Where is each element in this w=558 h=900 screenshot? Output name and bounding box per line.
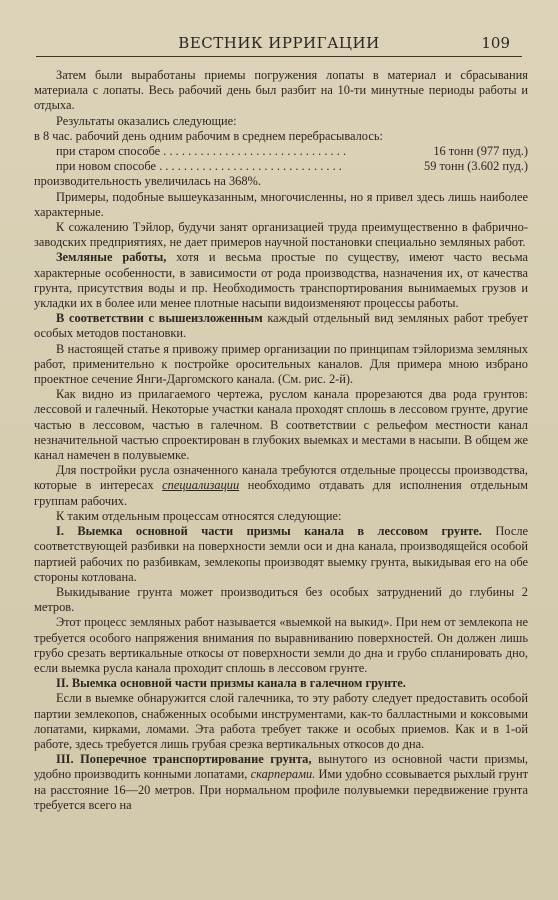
paragraph-text: каждый отдельный вид земляных работ требует особых методов постановки. [34,311,528,341]
article-body [34,68,528,813]
paragraph: Примеры, подобные вышеуказанным, многочисленны, но я привел здесь лишь наиболее характерные. [34,189,528,219]
section-heading: II. Выемка основной части призмы канала в галечном грунте. [56,676,406,691]
result-value: 16 тонн (977 пуд.) [433,144,528,159]
paragraph-text: После соответствующей разбивки на поверхности земли оси и дна канала, производящейся особой партией рабочих по разбивкам, землекопы производят выемку грунта, выкидывая его на обе стороны котлована. [34,524,528,584]
italic-term: специализации [162,478,240,493]
section-heading: I. Выемка основной части призмы канала в лессовом грунте. [56,524,482,539]
journal-title: ВЕСТНИК ИРРИГАЦИИ [178,34,380,52]
section-heading-line [34,676,528,691]
paragraph [34,463,528,509]
paragraph-text: хотя и весьма простые по существу, имеют часто весьма характерные особенности, в зависимости от рода производства, назначения их, от качества грунта, присутствия воды и пр. Необходимость транспортирования вынимаемых грузов и укладки их в более или менее плотные насыпи видоизменяют процессы работы. [34,250,529,311]
result-value: 59 тонн (3.602 пуд.) [424,159,528,174]
paragraph-text: Для постройки русла означенного канала требуются отдельные процессы производства, которые в интересах [34,463,528,493]
paragraph: К таким отдельным процессам относятся следующие: [56,508,342,523]
paragraph-text: необходимо отдавать для исполнения отдельным группам рабочих. [34,478,529,508]
section-paragraph [34,752,528,813]
bold-lead: Земляные работы, [56,250,167,265]
running-header [36,34,522,57]
paragraph: Как видно из прилагаемого чертежа, руслом канала прорезаются два рода грунтов: лессовой и галечный. Некоторые участки канала проходят сплошь в лессовом грунте, другие частью в лессовом, частью в галечном. В соответствии с рельефом местности канал незначительной частью спроектирован в глубоких выемках и местами в насыпи. В общем же канал намечен в полувыемке. [34,387,528,463]
section-heading: III. Поперечное транспортирование грунта, [56,752,312,767]
result-row-old [56,144,528,159]
paragraph: Затем были выработаны приемы погружения лопаты в материал и сбрасывания материала с лопаты. Весь рабочий день был разбит на 10-ти минутные периоды работы и отдыха. [34,68,528,113]
paragraph: Выкидывание грунта может производиться без особых затруднений до глубины 2 метров. [34,584,528,615]
result-row-new [56,159,528,174]
paragraph: Если в выемке обнаружится слой галечника, то эту работу следует предоставить особой партии землекопов, снабженных особыми инструментами, как-то балластными и коксовыми лопатами, кирками, ломами. Эта работа требует также и особых приемов. Как и в 1-ой работе, здесь требуется лишь грубая срезка вертикальных откосов до дна. [34,691,528,751]
paragraph: производительность увеличилась на 368%. [34,174,261,189]
paragraph [34,250,528,311]
paragraph: Этот процесс земляных работ называется «выемкой на выкид». При нем от землекопа не требуется особого напряжения внимания по выравниванию поверхностей. Он должен лишь грубо срезать вертикальные откосы от поверхности земли до дна и грубо спланировать дно, если выемка русла канала проходит сплошь в лессовом грунте. [34,615,528,675]
paragraph: К сожалению Тэйлор, будучи занят организацией труда преимущественно в фабрично-заводских предприятиях, не дает примеров научной постановки специально земляных работ. [34,220,528,250]
paragraph [34,311,528,341]
result-label: при новом способе . . . [56,159,420,174]
paragraph: в 8 час. рабочий день одним рабочим в среднем перебрасывалось: [34,128,383,143]
paragraph-text: вынутого из основной части призмы, удобно производить конными лопатами, [34,752,528,782]
bold-lead: В соответствии с вышеизложенным [56,311,263,326]
paragraph: В настоящей статье я привожу пример организации по принципам тэйлоризма земляных работ, применительно к постройке оросительных каналов. Для примера мною избрано проектное сечение Янги-Даргомского канала. (См. рис. 2-й). [34,341,528,387]
paragraph-text: Ими удобно ссовывается рыхлый грунт на расстояние 16—20 метров. При нормальном профиле полувыемки передвижение грунта требуется всего на [34,767,528,812]
result-label: при старом способе . . . [56,144,429,159]
page-number: 109 [481,34,510,52]
section-paragraph [34,524,528,585]
results-list [34,144,528,174]
paragraph: Результаты оказались следующие: [56,113,237,128]
italic-term: скарперами. [250,767,316,782]
